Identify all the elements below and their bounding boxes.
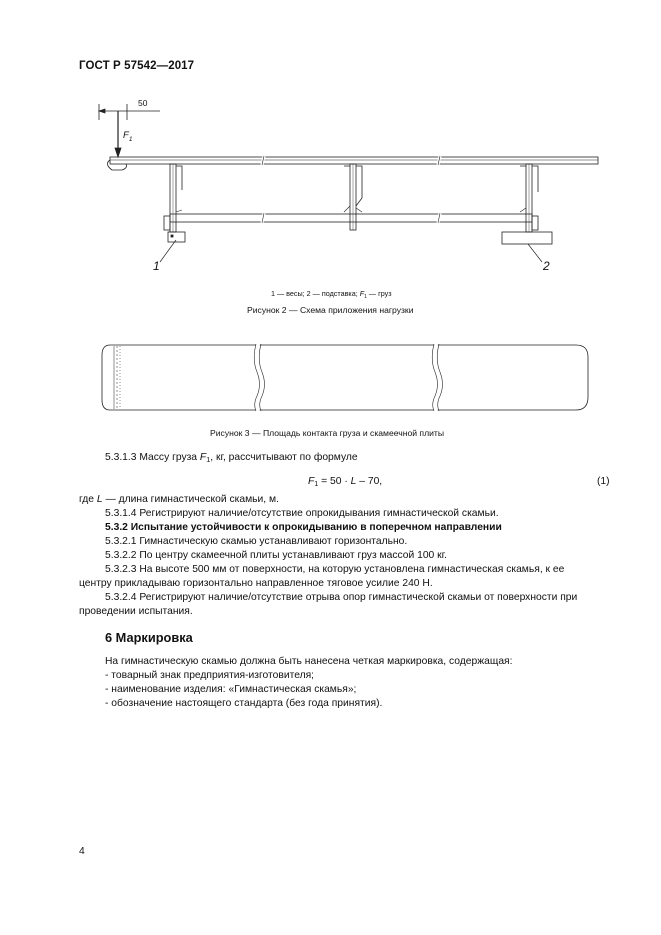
section-6-intro: На гимнастическую скамью должна быть нанесена четкая маркировка, содержащая: [105,656,513,667]
dimension-arrow [99,109,105,113]
callout-2-line [528,244,542,262]
paragraph-5323-line2: центру прикладываю горизонтально направленное тяговое усилие 240 Н. [79,578,433,589]
dimension-label: 50 [138,98,148,108]
callout-1-label: 1 [153,259,160,273]
paragraph-5321: 5.3.2.1 Гимнастическую скамью устанавливают горизонтально. [105,536,408,547]
page-number: 4 [79,846,85,857]
figure-3-caption: Рисунок 3 — Площадь контакта груза и скамеечной плиты [210,428,444,438]
paragraph-5324-line1: 5.3.2.4 Регистрируют наличие/отсутствие отрыва опор гимнастической скамьи от поверхности при [105,592,578,603]
where-line: где L — длина гимнастической скамьи, м. [79,494,279,505]
paragraph-5314: 5.3.1.4 Регистрируют наличие/отсутствие опрокидывания гимнастической скамьи. [105,508,499,519]
force-label: $F_1$ [123,130,133,143]
bracket-left-top [176,166,182,190]
heading-532: 5.3.2 Испытание устойчивости к опрокидыванию в поперечном направлении [105,522,502,533]
formula-1: $F_1 = 50 \cdot L - 70$, [308,476,383,488]
foot-left [164,216,170,230]
plate-outline [102,345,588,410]
force-arrow-head [115,148,121,157]
section-6-title: 6 Маркировка [105,630,193,645]
formula-number: (1) [597,476,610,487]
figure-2-legend: 1 — весы; 2 — подставка; $F_1$ — груз [271,289,392,300]
figure-3-drawing [102,344,588,411]
list-item: - наименование изделия: «Гимнастическая скамья»; [105,684,357,695]
paragraph-5324-line2: проведении испытания. [79,606,193,617]
lower-rail [170,214,532,222]
paragraph-5322: 5.3.2.2 По центру скамеечной плиты устанавливают груз массой 100 кг. [105,550,447,561]
stand-2 [502,232,552,244]
paragraph-5323-line1: 5.3.2.3 На высоте 500 мм от поверхности, на которую установлена гимнастическая скамья, к ее [105,564,565,575]
bench-top-board [110,157,598,164]
list-item: - обозначение настоящего стандарта (без года принятия). [105,698,383,709]
callout-2-label: 2 [543,259,550,273]
list-item: - товарный знак предприятия-изготовителя; [105,670,315,681]
figure-2-caption: Рисунок 2 — Схема приложения нагрузки [247,305,414,315]
paragraph-5313: 5.3.1.3 Массу груза $F_1$, кг, рассчитывают по формуле [105,452,358,464]
foot-right [532,216,538,230]
scales-1 [168,232,185,242]
document-header: ГОСТ Р 57542—2017 [79,60,195,72]
callout-1-line [160,240,176,262]
